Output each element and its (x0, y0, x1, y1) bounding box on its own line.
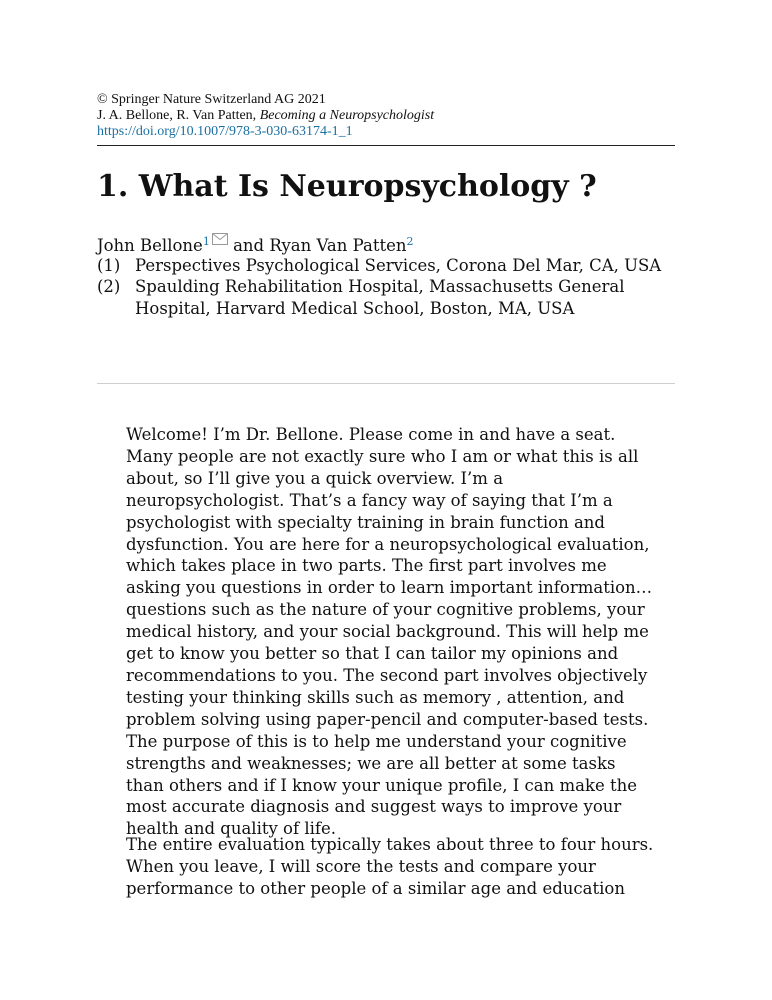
header-divider (97, 145, 675, 146)
author-line (97, 229, 413, 257)
author-name-2: and Ryan Van Patten (227, 236, 407, 255)
citation-line (97, 108, 434, 124)
affiliation-text: Spaulding Rehabilitation Hospital, Massachusetts General Hospital, Harvard Medical School, Boston, MA, USA (135, 277, 625, 318)
envelope-icon[interactable] (212, 229, 228, 251)
author-name-1: John Bellone (97, 236, 203, 255)
affiliation-text: Perspectives Psychological Services, Corona Del Mar, CA, USA (135, 256, 662, 275)
affiliation-number: (1) (97, 256, 121, 275)
citation-authors: J. A. Bellone, R. Van Patten, (97, 108, 260, 123)
section-divider (97, 383, 675, 384)
body-paragraph-2: The entire evaluation typically takes about three to four hours. When you leave, I will score the tests and compare your performance to other people of a similar age and education (126, 835, 654, 898)
citation-block (97, 92, 434, 140)
chapter-title: 1. What Is Neuropsychology ? (97, 169, 597, 204)
body-paragraph-1: Welcome! I’m Dr. Bellone. Please come in and have a seat. Many people are not exactly sure who I am or what this is all about, so I’ll give you a quick overview. I’m a neuropsychologist. That’s a fancy way of saying that I’m a psychologist with specialty training in brain function and dysfunction. You are here for a neuropsychological evaluation, which takes place in two parts. The first part involves me asking you questions in order to learn important information… questions such as the nature of your cognitive problems, your medical history, and your social background. This will help me get to know you better so that I can tailor my opinions and recommendations to you. The second part involves objectively testing your thinking skills such as memory , attention, and problem solving using paper-pencil and computer-based tests. The purpose of this is to help me understand your cognitive strengths and weaknesses; we are all better at some tasks than others and if I know your unique profile, I can make the most accurate diagnosis and suggest ways to improve your health and quality of life. (126, 425, 653, 839)
copyright-line: © Springer Nature Switzerland AG 2021 (97, 92, 326, 107)
citation-book-title: Becoming a Neuropsychologist (259, 108, 435, 123)
author1-affiliation-link[interactable]: 1 (202, 235, 210, 248)
author2-affiliation-link[interactable]: 2 (406, 235, 414, 248)
affiliation-number: (2) (97, 277, 121, 296)
doi-link[interactable]: https://doi.org/10.1007/978-3-030-63174-1_1 (97, 124, 353, 139)
